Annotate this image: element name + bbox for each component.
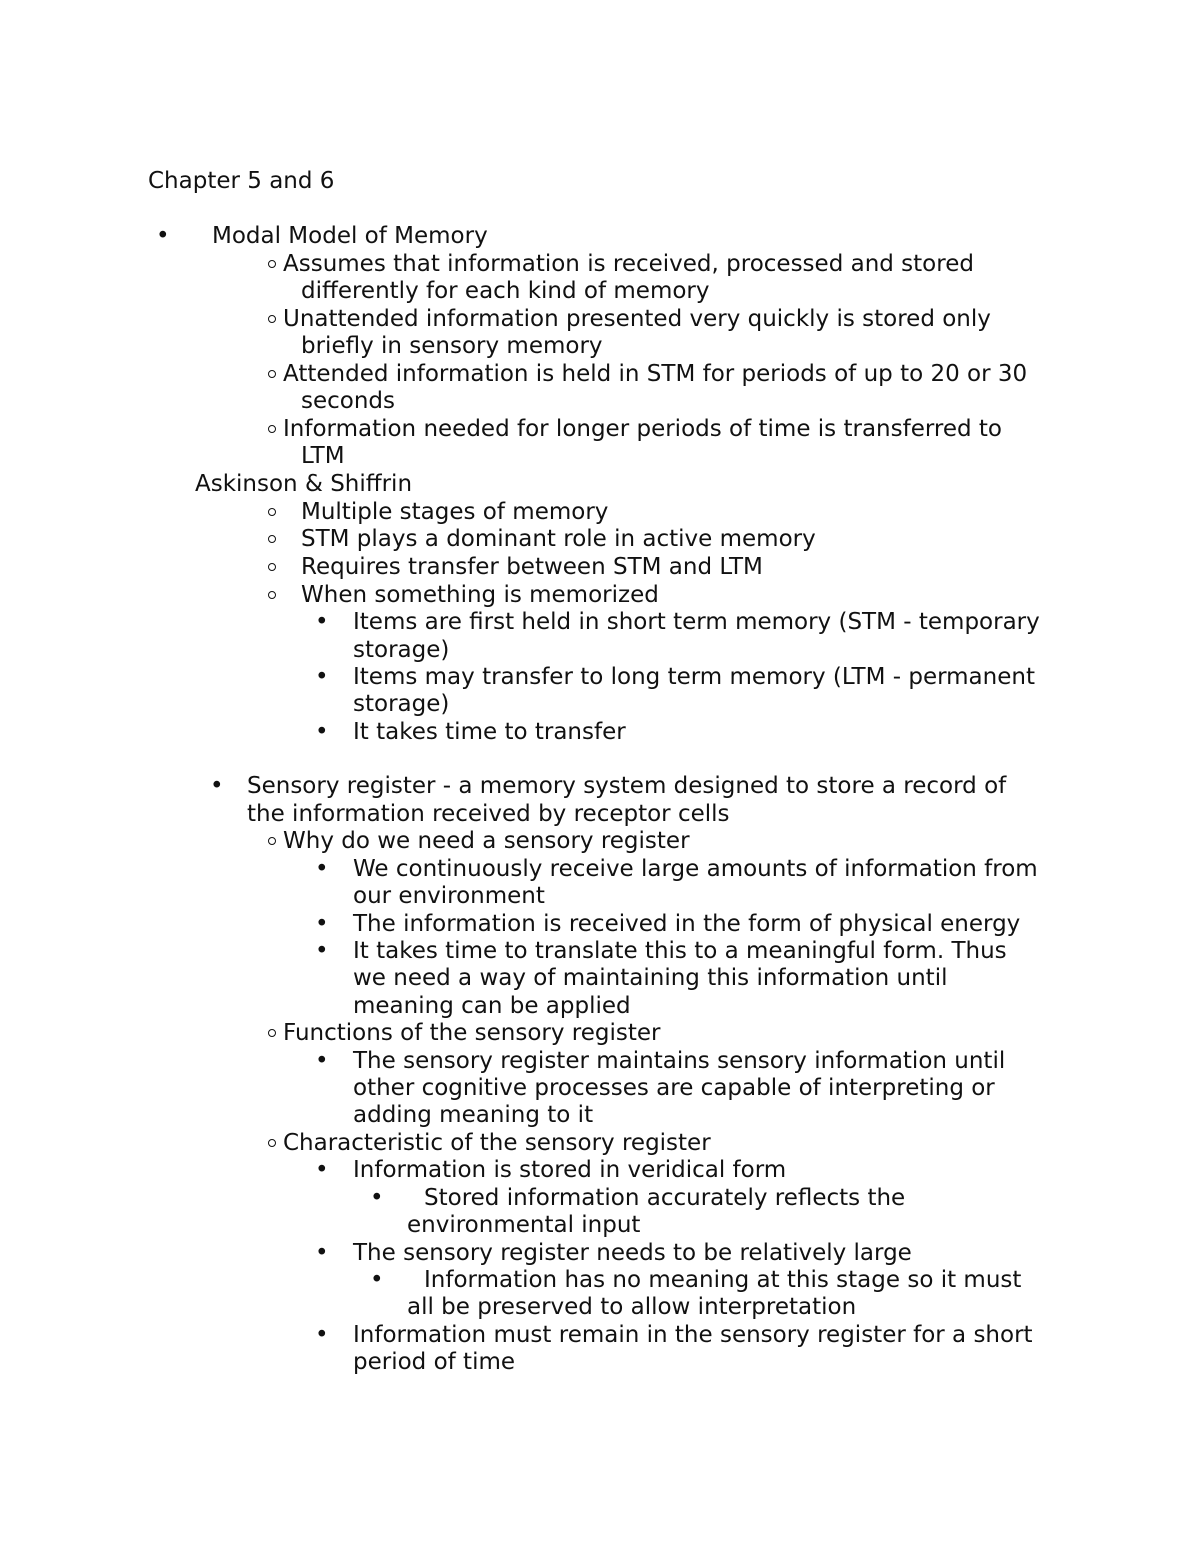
bullet-icon bbox=[315, 664, 329, 691]
list-item-text: the information received by receptor cells bbox=[247, 801, 730, 827]
page-title: Chapter 5 and 6 bbox=[148, 168, 335, 194]
list-item-text: We continuously receive large amounts of information from bbox=[353, 856, 1038, 882]
list-item-text: differently for each kind of memory bbox=[301, 278, 710, 304]
section-heading-askinson: Askinson & Shiffrin bbox=[195, 471, 413, 497]
circle-bullet-icon bbox=[268, 508, 276, 516]
bullet-icon bbox=[315, 1322, 329, 1349]
circle-bullet-icon bbox=[268, 535, 276, 543]
list-item-text: Characteristic of the sensory register bbox=[283, 1130, 711, 1156]
bullet-icon bbox=[156, 223, 170, 250]
bullet-icon bbox=[210, 773, 224, 800]
circle-bullet-icon bbox=[268, 1029, 276, 1037]
list-item-text: Items may transfer to long term memory (LTM - permanent bbox=[353, 664, 1035, 690]
list-item-text: Information needed for longer periods of time is transferred to bbox=[283, 416, 1003, 442]
bullet-icon bbox=[315, 719, 329, 746]
list-item-text: Multiple stages of memory bbox=[301, 499, 609, 525]
list-item-text: we need a way of maintaining this information until bbox=[353, 965, 948, 991]
list-item-text: The sensory register maintains sensory information until bbox=[353, 1048, 1006, 1074]
list-item-text: other cognitive processes are capable of interpreting or bbox=[353, 1075, 995, 1101]
bullet-icon bbox=[315, 1157, 329, 1184]
bullet-icon bbox=[370, 1267, 384, 1294]
list-item-text: Assumes that information is received, processed and stored bbox=[283, 251, 974, 277]
list-item-text: period of time bbox=[353, 1349, 516, 1375]
list-item-text: STM plays a dominant role in active memory bbox=[301, 526, 816, 552]
list-item-text: Stored information accurately reflects the bbox=[424, 1185, 906, 1211]
list-item-text: Why do we need a sensory register bbox=[283, 828, 690, 854]
circle-bullet-icon bbox=[268, 1139, 276, 1147]
circle-bullet-icon bbox=[268, 370, 276, 378]
list-item-text: LTM bbox=[301, 443, 345, 469]
list-item-text: Unattended information presented very quickly is stored only bbox=[283, 306, 991, 332]
section-heading-sensory-register: Sensory register - a memory system designed to store a record of bbox=[247, 773, 1007, 799]
circle-bullet-icon bbox=[268, 591, 276, 599]
bullet-icon bbox=[315, 911, 329, 938]
bullet-icon bbox=[315, 609, 329, 636]
list-item-text: our environment bbox=[353, 883, 545, 909]
list-item-text: seconds bbox=[301, 388, 396, 414]
list-item-text: The sensory register needs to be relatively large bbox=[353, 1240, 912, 1266]
list-item-text: Information has no meaning at this stage so it must bbox=[424, 1267, 1022, 1293]
list-item-text: environmental input bbox=[407, 1212, 641, 1238]
list-item-text: Requires transfer between STM and LTM bbox=[301, 554, 763, 580]
list-item-text: adding meaning to it bbox=[353, 1102, 594, 1128]
list-item-text: briefly in sensory memory bbox=[301, 333, 603, 359]
circle-bullet-icon bbox=[268, 837, 276, 845]
list-item-text: storage) bbox=[353, 691, 450, 717]
bullet-icon bbox=[315, 1240, 329, 1267]
section-heading-modal-model: Modal Model of Memory bbox=[212, 223, 488, 249]
bullet-icon bbox=[315, 1048, 329, 1075]
list-item-text: The information is received in the form of physical energy bbox=[353, 911, 1021, 937]
list-item-text: all be preserved to allow interpretation bbox=[407, 1294, 857, 1320]
circle-bullet-icon bbox=[268, 425, 276, 433]
circle-bullet-icon bbox=[268, 315, 276, 323]
list-item-text: Information is stored in veridical form bbox=[353, 1157, 787, 1183]
bullet-icon bbox=[315, 856, 329, 883]
list-item-text: It takes time to translate this to a meaningful form. Thus bbox=[353, 938, 1007, 964]
list-item-text: Attended information is held in STM for periods of up to 20 or 30 bbox=[283, 361, 1028, 387]
list-item-text: Functions of the sensory register bbox=[283, 1020, 661, 1046]
list-item-text: Information must remain in the sensory register for a short bbox=[353, 1322, 1033, 1348]
list-item-text: Items are first held in short term memory (STM - temporary bbox=[353, 609, 1040, 635]
list-item-text: meaning can be applied bbox=[353, 993, 631, 1019]
circle-bullet-icon bbox=[268, 260, 276, 268]
bullet-icon bbox=[315, 938, 329, 965]
list-item-text: storage) bbox=[353, 637, 450, 663]
list-item-text: When something is memorized bbox=[301, 582, 659, 608]
bullet-icon bbox=[370, 1185, 384, 1212]
circle-bullet-icon bbox=[268, 563, 276, 571]
list-item-text: It takes time to transfer bbox=[353, 719, 626, 745]
